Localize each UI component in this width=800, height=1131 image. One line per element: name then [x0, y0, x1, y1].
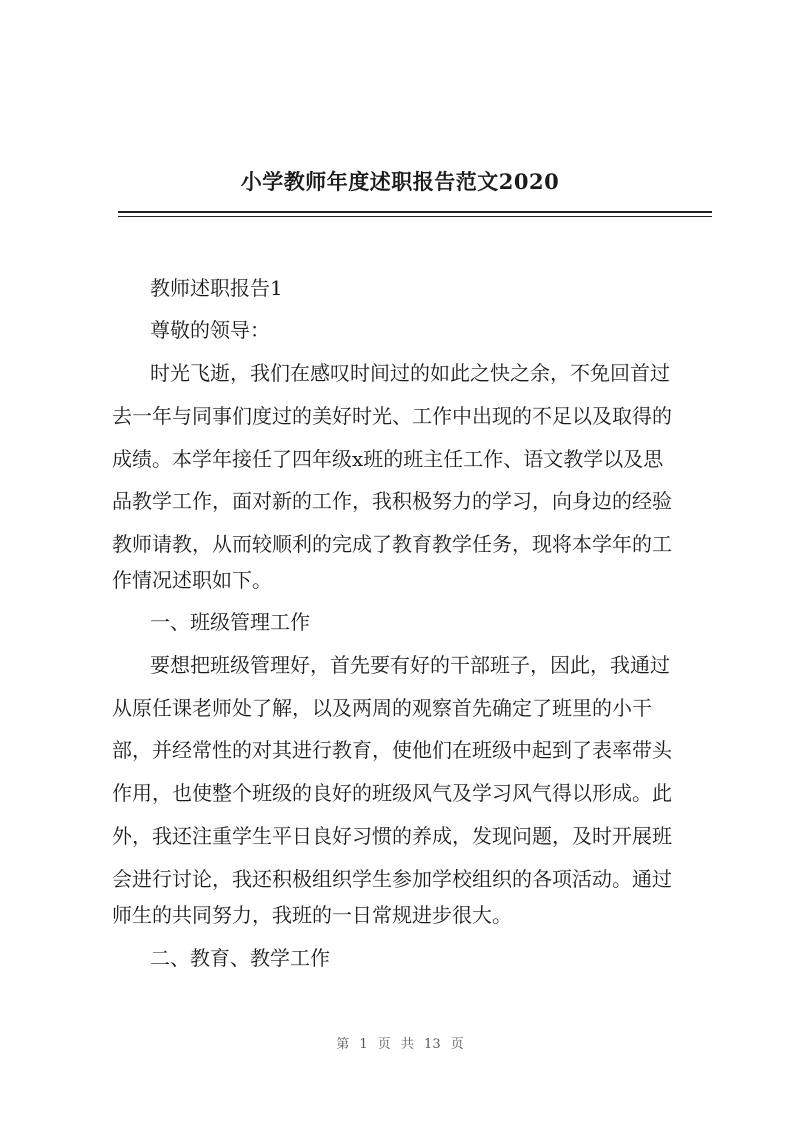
salutation: 尊敬的领导： — [150, 318, 270, 342]
page-footer: 第 1 页 共 13 页 — [336, 1037, 464, 1052]
paragraph-line: 去一年与同事们度过的美好时光、工作中出现的不足以及取得的 — [112, 404, 672, 428]
paragraph-line: 作用，也使整个班级的良好的班级风气及学习风气得以形成。此 — [112, 781, 672, 805]
paragraph-line: 品教学工作，面对新的工作，我积极努力的学习，向身边的经验 — [112, 489, 672, 513]
section-heading: 教师述职报告1 — [150, 276, 283, 300]
section-heading: 二、教育、教学工作 — [150, 946, 330, 970]
paragraph-line: 从原任课老师处了解，以及两周的观察首先确定了班里的小干 — [112, 696, 652, 720]
document-title: 小学教师年度述职报告范文2020 — [240, 169, 560, 194]
title-divider-thin — [118, 216, 712, 217]
paragraph-line: 外，我还注重学生平日良好习惯的养成，发现问题，及时开展班 — [112, 824, 672, 848]
paragraph-line: 作情况述职如下。 — [112, 568, 272, 592]
paragraph-line: 会进行讨论，我还积极组织学生参加学校组织的各项活动。通过 — [112, 867, 672, 891]
paragraph-line: 部，并经常性的对其进行教育，使他们在班级中起到了表率带头 — [112, 738, 672, 762]
paragraph-line: 师生的共同努力，我班的一日常规进步很大。 — [112, 903, 512, 927]
title-divider-thick — [118, 211, 712, 213]
paragraph-line: 成绩。本学年接任了四年级x班的班主任工作、语文教学以及思 — [112, 447, 664, 471]
paragraph-line: 教师请教，从而较顺利的完成了教育教学任务，现将本学年的工 — [112, 532, 672, 556]
paragraph-line: 要想把班级管理好，首先要有好的干部班子，因此，我通过 — [150, 653, 670, 677]
paragraph-line: 时光飞逝，我们在感叹时间过的如此之快之余，不免回首过 — [150, 361, 670, 385]
section-heading: 一、班级管理工作 — [150, 610, 310, 634]
